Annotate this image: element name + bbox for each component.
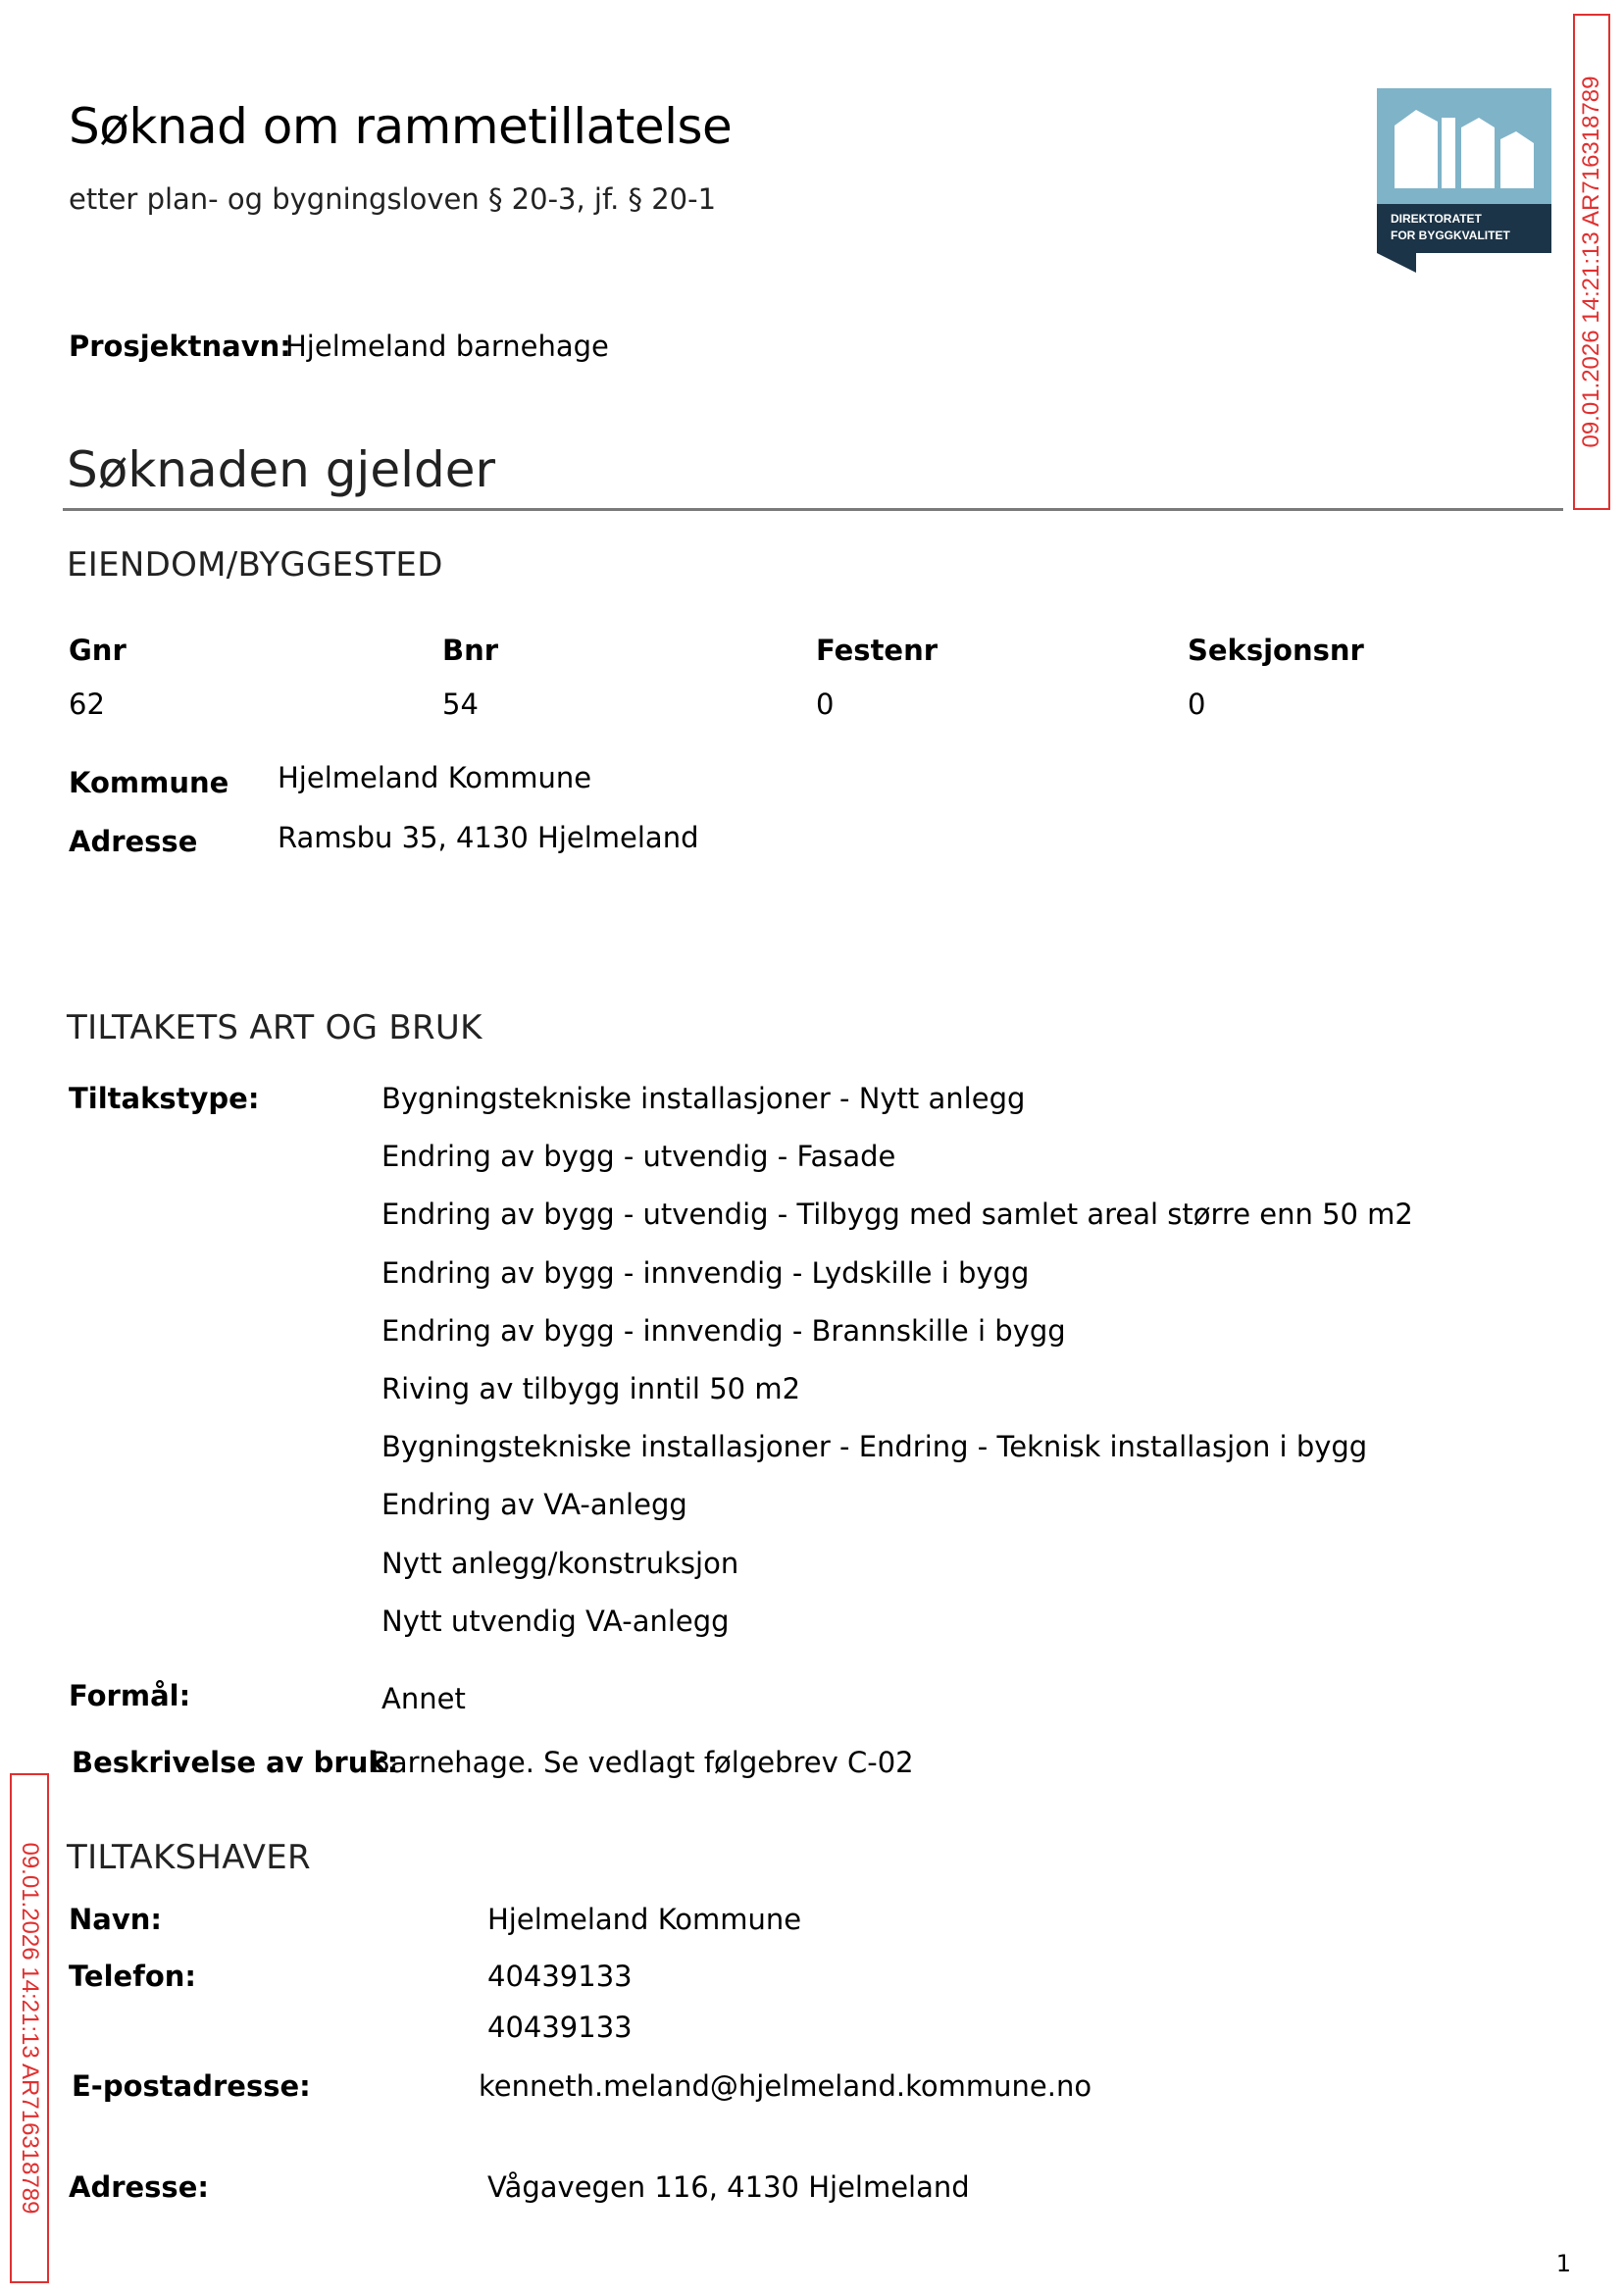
kommune-value: Hjelmeland Kommune bbox=[278, 761, 592, 794]
festenr-label: Festenr bbox=[816, 634, 939, 667]
list-item: Endring av bygg - innvendig - Brannskille i bygg bbox=[381, 1313, 1066, 1348]
list-item: Endring av bygg - innvendig - Lydskille i bygg bbox=[381, 1255, 1030, 1290]
festenr-value: 0 bbox=[816, 688, 835, 721]
seksjonsnr-value: 0 bbox=[1188, 688, 1206, 721]
formal-value: Annet bbox=[381, 1682, 466, 1715]
section-title: Søknaden gjelder bbox=[67, 441, 496, 498]
formal-label: Formål: bbox=[69, 1679, 191, 1712]
stamp-text-right: 09.01.2026 14:21:13 AR716318789 bbox=[1578, 76, 1604, 448]
epost-value: kenneth.meland@hjelmeland.kommune.no bbox=[479, 2069, 1092, 2103]
gnr-value: 62 bbox=[69, 688, 105, 721]
navn-label: Navn: bbox=[69, 1903, 162, 1936]
telefon-value-2: 40439133 bbox=[487, 2011, 633, 2044]
list-item: Endring av bygg - utvendig - Fasade bbox=[381, 1140, 896, 1174]
tiltak-heading: TILTAKETS ART OG BRUK bbox=[67, 1008, 482, 1047]
tiltakshaver-adresse-value: Vågavegen 116, 4130 Hjelmeland bbox=[487, 2170, 970, 2204]
tiltakstype-list bbox=[381, 1079, 1413, 1659]
project-label: Prosjektnavn: bbox=[69, 330, 291, 363]
bnr-value: 54 bbox=[442, 688, 479, 721]
list-item: Nytt utvendig VA-anlegg bbox=[381, 1604, 730, 1638]
page-subtitle: etter plan- og bygningsloven § 20-3, jf. § 20-1 bbox=[69, 182, 717, 216]
kommune-label: Kommune bbox=[69, 766, 229, 799]
list-item: Nytt anlegg/konstruksjon bbox=[381, 1546, 739, 1580]
navn-value: Hjelmeland Kommune bbox=[487, 1903, 802, 1936]
beskrivelse-label: Beskrivelse av bruk: bbox=[72, 1746, 399, 1779]
timestamp-stamp-right bbox=[1573, 14, 1610, 510]
eiendom-heading: EIENDOM/BYGGESTED bbox=[67, 545, 443, 585]
list-item: Bygningstekniske installasjoner - Endring - Teknisk installasjon i bygg bbox=[381, 1430, 1368, 1464]
tiltakshaver-adresse-label: Adresse: bbox=[69, 2170, 209, 2204]
list-item: Endring av VA-anlegg bbox=[381, 1488, 687, 1522]
list-item: Endring av bygg - utvendig - Tilbygg med samlet areal større enn 50 m2 bbox=[381, 1198, 1413, 1232]
project-value: Hjelmeland barnehage bbox=[285, 330, 609, 363]
section-divider bbox=[63, 508, 1563, 511]
direktoratet-for-byggkvalitet-logo bbox=[1377, 88, 1551, 273]
gnr-label: Gnr bbox=[69, 634, 127, 667]
logo-text-line2: FOR BYGGKVALITET bbox=[1391, 229, 1510, 242]
timestamp-stamp-left bbox=[10, 1773, 49, 2283]
adresse-value: Ramsbu 35, 4130 Hjelmeland bbox=[278, 821, 699, 854]
logo-text-line1: DIREKTORATET bbox=[1391, 212, 1482, 226]
adresse-label: Adresse bbox=[69, 825, 198, 858]
seksjonsnr-label: Seksjonsnr bbox=[1188, 634, 1364, 667]
tiltakstype-label: Tiltakstype: bbox=[69, 1082, 260, 1115]
beskrivelse-value: Barnehage. Se vedlagt følgebrev C-02 bbox=[371, 1746, 914, 1779]
list-item: Bygningstekniske installasjoner - Nytt anlegg bbox=[381, 1082, 1026, 1115]
page-title: Søknad om rammetillatelse bbox=[69, 98, 733, 155]
list-item: Riving av tilbygg inntil 50 m2 bbox=[381, 1371, 801, 1405]
telefon-label: Telefon: bbox=[69, 1960, 196, 1993]
stamp-text-left: 09.01.2026 14:21:13 AR716318789 bbox=[17, 1842, 43, 2215]
tiltakshaver-heading: TILTAKSHAVER bbox=[67, 1838, 311, 1877]
page-number: 1 bbox=[1555, 2250, 1571, 2277]
bnr-label: Bnr bbox=[442, 634, 499, 667]
telefon-value-1: 40439133 bbox=[487, 1960, 633, 1993]
epost-label: E-postadresse: bbox=[72, 2069, 311, 2103]
